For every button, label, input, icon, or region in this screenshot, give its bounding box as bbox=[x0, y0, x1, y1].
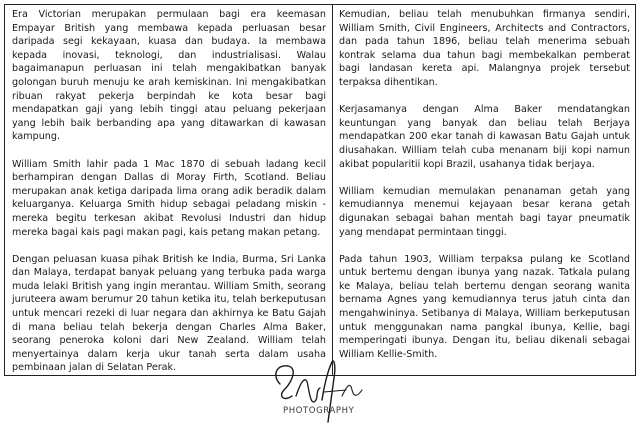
paragraph-victorian-era: Era Victorian merupakan permulaan bagi era keemasan Empayar British yang membawa kepada perluasan besar daripada segi kekayaan, kuasa dan budaya. Ia membawa kepada inovasi, teknologi, dan industrialisasi. Walau bagaimanapun perluasan ini telah mengakibatkan banyak golongan buruh menuju ke arah kemiskinan. Ini mengakibatkan ribuan rakyat pekerja berpindah ke kota besar bagi mendapatkan gaji yang lebih tinggi atau peluang pekerjaan yang lebih baik berbanding apa yang ditawarkan di kawasan kampung. bbox=[12, 9, 326, 143]
right-column bbox=[339, 8, 630, 361]
paragraph-rubber-plantation: William kemudian memulakan penanaman getah yang kemudiannya menemui kejayaan besar kerana getah digunakan sebagai bahan mentah bagi tayar pneumatik yang mendapat permintaan tinggi. bbox=[339, 185, 630, 238]
watermark-photography-text: PHOTOGRAPHY bbox=[283, 406, 355, 416]
paragraph-own-firm: Kemudian, beliau telah menubuhkan firmanya sendiri, William Smith, Civil Engineers, Architects and Contractors, dan pada tahun 1896, beliau telah menerima sebuah kontrak selama dua tahun bagi membekalkan pemberat bagi landasan kereta api. Malangnya projek tersebut terpaksa dihentikan. bbox=[339, 9, 630, 88]
paragraph-william-smith-birth: William Smith lahir pada 1 Mac 1870 di sebuah ladang kecil berhampiran dengan Dallas di Moray Firth, Scotland. Beliau merupakan anak ketiga daripada lima orang adik beradik dalam keluarganya. Keluarga Smith hidup sebagai peladang miskin - mereka begitu terkesan akibat Revolusi Industri dan hidup mereka bagai kais pagi makan pagi, kais petang makan petang. bbox=[12, 158, 326, 238]
document-page bbox=[4, 4, 636, 376]
paragraph-return-to-scotland: Pada tahun 1903, William terpaksa pulang ke Scotland untuk bertemu dengan ibunya yang nazak. Tatkala pulang ke Malaya, beliau telah bertemu dengan seorang wanita bernama Agnes yang kemudiannya terus jatuh cinta dan mengahwininya. Setibanya di Malaya, William berkeputusan untuk menggunakan nama pangkal ibunya, Kellie, bagi memperingati ibunya. Dengan itu, beliau dikenali sebagai William Kellie-Smith. bbox=[339, 253, 630, 360]
paragraph-alma-baker-partnership: Kerjasamanya dengan Alma Baker mendatangkan keuntungan yang banyak dan beliau telah Berjaya mendapatkan 200 ekar tanah di kawasan Batu Gajah untuk diusahakan. William telah cuba menanam biji kopi namun akibat popularitii kopi Brazil, usahanya tidak berjaya. bbox=[339, 104, 630, 170]
column-divider bbox=[332, 5, 333, 375]
left-column bbox=[12, 8, 326, 375]
paragraph-british-expansion: Dengan peluasan kuasa pihak British ke India, Burma, Sri Lanka dan Malaya, terdapat banyak peluang yang terbuka pada warga muda lelaki British yang ingin merantau. William Smith, seorang juruteera awam berumur 20 tahun ketika itu, telah berkeputusan untuk mencari rezeki di luar negara dan akhirnya ke Batu Gajah di mana beliau telah bekerja dengan Charles Alma Baker, seorang peneroka koloni dari New Zealand. William telah menyertainya dalam kerja ukur tanah serta dalam usaha pembinaan jalan di Selatan Perak. bbox=[12, 253, 326, 374]
